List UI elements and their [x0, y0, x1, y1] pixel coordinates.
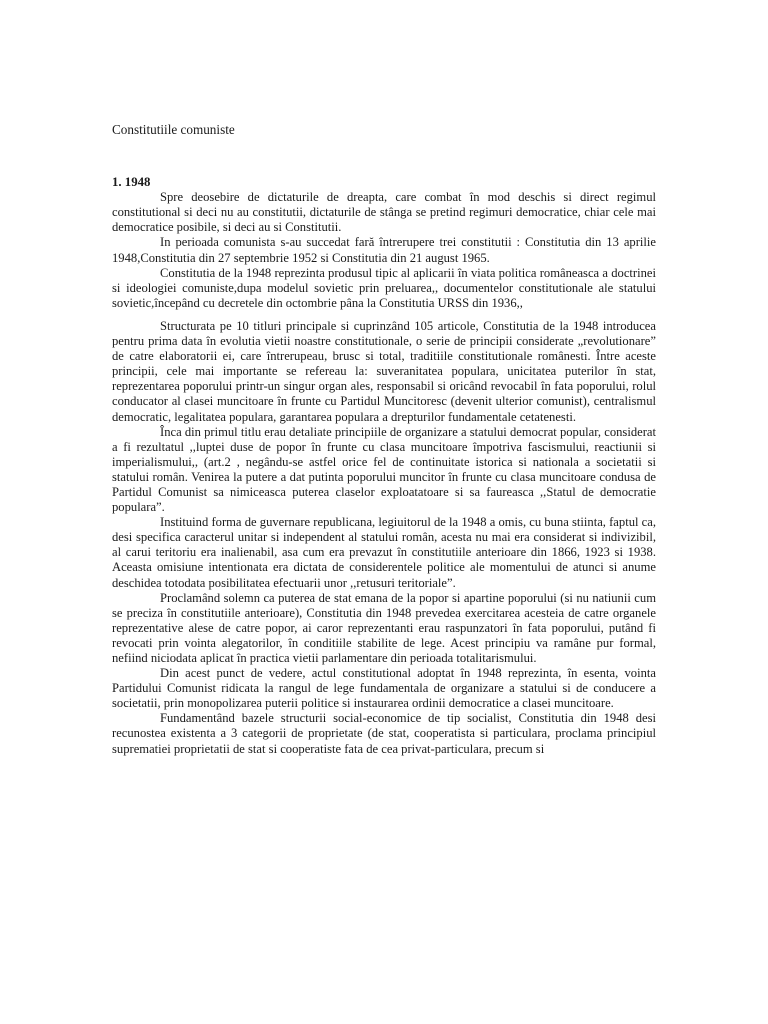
- paragraph-9: Fundamentând bazele structurii social-economice de tip socialist, Constitutia din 1948 desi recunostea existenta a 3 categorii de proprietate (de stat, cooperatista si particulara, proclama principiul suprematiei proprietatii de stat si cooperatiste fata de cea privat-particulara, precum si: [112, 711, 656, 756]
- paragraph-2: In perioada comunista s-au succedat fară întrerupere trei constitutii : Constitutia din 13 aprilie 1948,Constitutia din 27 septembrie 1952 si Constitutia din 21 august 1965.: [112, 235, 656, 265]
- paragraph-7: Proclamând solemn ca puterea de stat emana de la popor si apartine poporului (si nu natiunii cum se preciza în constitutiile anterioare), Constitutia din 1948 prevedea exercitarea acesteia de catre organele reprezentative alese de catre popor, ai caror reprezentanti erau raspunzatori în fata poporului, putând fi revocati prin vointa alegatorilor, în conditiile stabilite de lege. Acest principiu va ramâne pur formal, nefiind niciodata aplicat în practica vietii parlamentare din perioada totalitarismului.: [112, 590, 656, 665]
- paragraph-1: Spre deosebire de dictaturile de dreapta, care combat în mod deschis si direct regimul constitutional si deci nu au constitutii, dictaturile de stânga se pretind regimuri democratice, chiar cele mai democratice posibile, si deci au si Constitutii.: [112, 190, 656, 235]
- paragraph-3: Constitutia de la 1948 reprezinta produsul tipic al aplicarii în viata politica româneasca a doctrinei si ideologiei comuniste,dupa modelul sovietic prin preluarea,, documentelor constitutionale ale statului sovietic,începând cu decretele din octombrie pâna la Constitutia URSS din 1936,,: [112, 265, 656, 310]
- paragraph-4: Structurata pe 10 titluri principale si cuprinzând 105 articole, Constitutia de la 1948 introducea pentru prima data în evolutia vietii noastre constitutionale, o serie de principii considerate „revolutionare” de catre elaboratorii ei, care întrerupeau, brusc si total, traditiile constitutionale românesti. Între aceste principii, cele mai importante se refereau la: suveranitatea populara, unicitatea puterilor în stat, reprezentarea poporului printr-un singur organ ales, responsabil si oricând revocabil în fata poporului, rolul conducator al clasei muncitoare în frunte cu Partidul Muncitoresc (devenit ulterior comunist), centralismul democratic, legalitatea populara, garantarea populara a drepturilor fundamentale cetatenesti.: [112, 318, 656, 424]
- paragraph-6: Instituind forma de guvernare republicana, legiuitorul de la 1948 a omis, cu buna stiinta, faptul ca, desi specifica caracterul unitar si independent al statului român, acesta nu mai era considerat si indivizibil, al carui teritoriu era inalienabil, asa cum era prevazut în constitutiile anterioare din 1866, 1923 si 1938. Aceasta omisiune intentionata era dictata de considerentele politice ale momentului de atunci si anume deschidea totodata posibilitatea efectuarii unor ,,retusuri teritoriale”.: [112, 515, 656, 590]
- paragraph-gap: [112, 311, 656, 319]
- document-page: [112, 122, 656, 757]
- document-title: Constitutiile comuniste: [112, 122, 235, 137]
- section-heading: 1. 1948: [112, 175, 151, 190]
- paragraph-8: Din acest punct de vedere, actul constitutional adoptat în 1948 reprezinta, în esenta, vointa Partidului Comunist ridicata la rangul de lege fundamentala de organizare a statului si de conducere a societatii, prin monopolizarea puterii politice si instaurarea ordinii democratice a clasei muncitoare.: [112, 666, 656, 711]
- paragraph-5: Înca din primul titlu erau detaliate principiile de organizare a statului democrat popular, considerat a fi rezultatul ,,luptei duse de popor în frunte cu clasa muncitoare împotriva fascismului, reactiunii si imperialismului,, (art.2 , negându-se astfel orice fel de continuitate istorica si nationala a societatii si statului român. Venirea la putere a dat putinta poporului muncitor în frunte cu clasa muncitoare condusa de Partidul Comunist sa nimiceasca puterea claselor exploatatoare si sa faureasca ,,Statul de democratie populara”.: [112, 424, 656, 515]
